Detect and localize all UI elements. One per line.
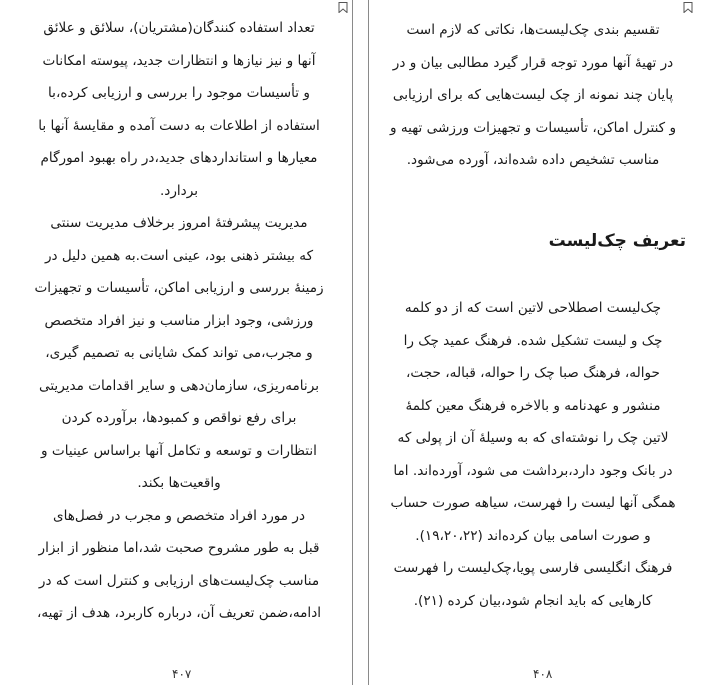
text-line: واقعیت‌ها بکند. bbox=[137, 475, 221, 491]
text-line: در مورد افراد متخصص و مجرب در فصل‌های bbox=[52, 507, 306, 524]
text-line: انتظارات و توسعه و تکامل آنها براساس عینیات و bbox=[41, 442, 317, 459]
text-line: چک‌لیست اصطلاحی لاتین است که از دو کلمه bbox=[404, 300, 662, 316]
text-line: قبل به طور مشروح صحبت شد،اما منظور از ابزار bbox=[38, 540, 320, 556]
section-heading: تعریف چک‌لیست bbox=[548, 231, 686, 251]
text-line: زمینهٔ بررسی و ارزیابی اماکن، تأسیسات و تجهیزات bbox=[34, 280, 324, 296]
text-line: در بانک وجود دارد،برداشت می شود، آورده‌اند. اما bbox=[393, 462, 673, 479]
text-line: مناسب چک‌لیست‌های ارزیابی و کنترل است که در bbox=[38, 572, 320, 589]
text-line: و صورت اسامی بیان کرده‌اند (۱۹،۲۰،۲۲). bbox=[415, 527, 651, 544]
text-line: معیارها و استانداردهای جدید،در راه بهبود امورگام bbox=[40, 150, 318, 166]
text-line: ادامه،ضمن تعریف آن، درباره کاربرد، هدف از تهیه، bbox=[36, 605, 322, 621]
text-line: برنامه‌ریزی، سازمان‌دهی و سایر اقدامات مدیریتی bbox=[38, 377, 320, 394]
text-line: همگی آنها لیست را فهرست، سیاهه صورت حساب bbox=[390, 495, 676, 511]
text-line: لاتین چک را نوشته‌ای که به وسیلهٔ آن از پولی که bbox=[397, 430, 669, 446]
right-page bbox=[368, 0, 702, 685]
text-line: بردارد. bbox=[159, 182, 199, 199]
text-line: در تهیهٔ آنها مورد توجه قرار گیرد مطالبی بیان و در bbox=[392, 54, 674, 71]
left-page-text bbox=[14, 12, 344, 630]
text-line: تعداد استفاده کنندگان(مشتریان)، سلائق و علائق bbox=[43, 20, 315, 36]
intro-paragraph bbox=[381, 14, 685, 177]
bookmark-icon[interactable] bbox=[683, 2, 693, 13]
text-line: کارهایی که باید انجام شود،بیان کرده (۲۱). bbox=[413, 592, 653, 609]
text-line: آنها و نیز نیازها و انتظارات جدید، پیوسته امکانات bbox=[42, 52, 316, 69]
definition-paragraph bbox=[381, 292, 685, 617]
text-line: تقسیم بندی چک‌لیست‌ها، نکاتی که لازم است bbox=[406, 22, 660, 38]
text-line: که بیشتر ذهنی بود، عینی است.به همین دلیل در bbox=[44, 247, 314, 264]
page-number-left: ۴۰۷ bbox=[172, 667, 192, 681]
text-line: و تأسیسات موجود را بررسی و ارزیابی کرده،با bbox=[48, 85, 310, 101]
text-line: پایان چند نمونه از چک لیست‌هایی که برای ارزیابی bbox=[392, 87, 674, 103]
text-line: مناسب تشخیص داده شده‌اند، آورده می‌شود. bbox=[406, 152, 660, 168]
text-line: مدیریت پیشرفتهٔ امروز برخلاف مدیریت سنتی bbox=[50, 215, 308, 231]
text-line: حواله، فرهنگ صبا چک را حواله، قباله، حجت، bbox=[406, 365, 660, 381]
text-line: فرهنگ انگلیسی فارسی پویا،چک‌لیست را فهرست bbox=[393, 560, 673, 576]
text-line: و کنترل اماکن، تأسیسات و تجهیزات ورزشی تهیه و bbox=[389, 119, 677, 136]
text-line: استفاده از اطلاعات به دست آمده و مقایسهٔ آنها با bbox=[38, 117, 320, 134]
text-line: ورزشی، وجود ابزار مناسب و نیز افراد متخصص bbox=[44, 312, 314, 329]
text-line: برای رفع نواقص و کمبودها، برآورده کردن bbox=[61, 410, 297, 426]
text-line: منشور و عهدنامه و بالاخره فرهنگ معین کلمهٔ bbox=[405, 397, 661, 414]
page-number-right: ۴۰۸ bbox=[533, 667, 553, 681]
text-line: و مجرب،می تواند کمک شایانی به تصمیم گیری، bbox=[45, 345, 313, 361]
text-line: چک و لیست تشکیل شده. فرهنگ عمید چک را bbox=[403, 332, 663, 349]
